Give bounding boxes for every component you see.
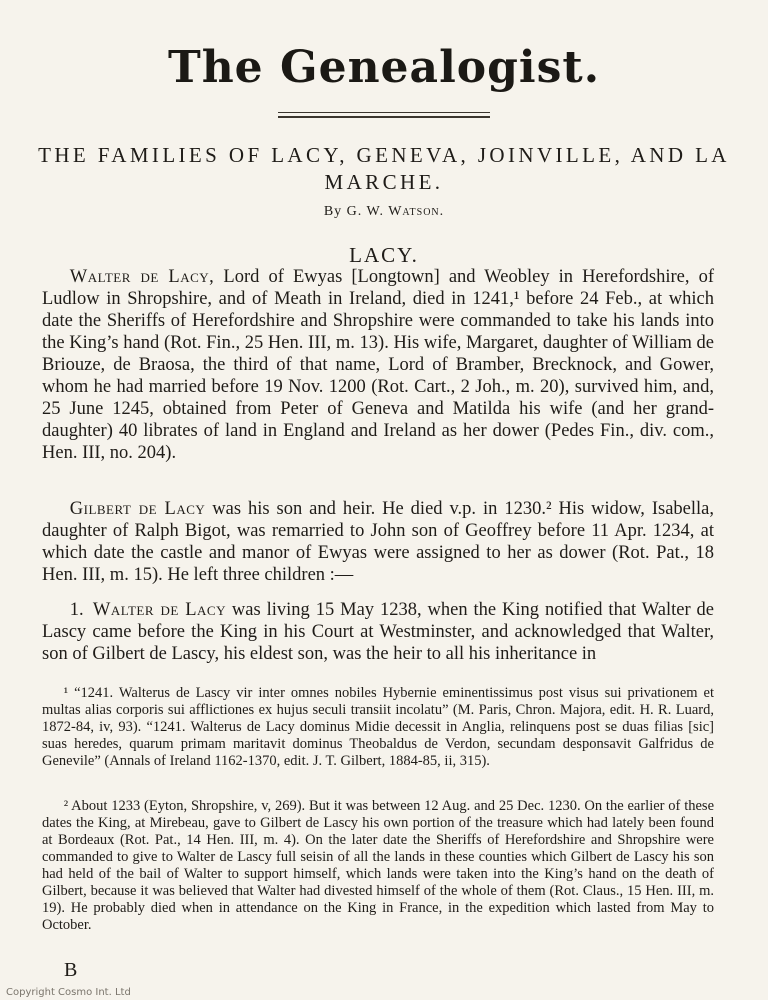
section-heading: LACY. [349,243,419,267]
paragraph-lead: Walter de Lacy [92,600,226,620]
signature-mark: B [64,959,78,981]
footnote [42,798,714,934]
byline-prefix: By [323,204,343,219]
masthead-rule [278,112,490,113]
paragraph-text: was his son and heir. He died v.p. in 1230.² His widow, Isabella, daughter of Ralph Bigot, was remarried to John son of Geoffrey before 11 Apr. 1234, at which date the castle and manor of Ewyas were assigned to her as dower (Rot. Pat., 18 Hen. III, m. 15). He left three children :— [42,499,714,585]
article-title: THE FAMILIES OF LACY, GENEVA, JOINVILLE, AND LA MARCHE. [38,143,730,194]
paragraph-text: was living 15 May 1238, when the King notified that Walter de Lascy came before the King in his Court at Westminster, and acknowledged that Walter, son of Gilbert de Lascy, his eldest son, was the heir to all his inheritance in [42,600,714,664]
footnote-text: About 1233 (Eyton, Shropshire, v, 269). But it was between 12 Aug. and 25 Dec. 1230. On the earlier of these dates the King, at Mirebeau, gave to Gilbert de Lascy his own portion of the treasure which had lately been found at Bordeaux (Rot. Pat., 14 Hen. III, m. 4). On the later date the Sheriffs of Herefordshire and Shropshire were commanded to give to Walter de Lascy full seisin of all the lands in these counties which Gilbert de Lascy his son had held of the bail of Walter to support himself, which lands were taken into the King’s hand on the death of Gilbert, because it was believed that Walter had divested himself of the whole of them (Rot. Claus., 15 Hen. III, m. 19). He probably died when in attendance on the King in France, in the expedition which lasted from May to October. [42,798,715,933]
byline [0,204,768,220]
footnote-mark: ² [63,798,69,814]
footnote [42,685,714,770]
body-paragraph [42,599,714,665]
paragraph-text: Lord of Ewyas [Longtown] and Weobley in Herefordshire, of Ludlow in Shropshire, and of Meath in Ireland, died in 1241,¹ before 24 Feb., at which date the Sheriffs of Herefordshire and Shropshire were commanded to take his lands into the King’s hand (Rot. Fin., 25 Hen. III, m. 13). His wife, Margaret, daughter of William de Briouze, de Braosa, the third of that name, Lord of Bramber, Brecknock, and Gower, whom he had married before 19 Nov. 1200 (Rot. Cart., 2 Joh., m. 20), survived him, and, 25 June 1245, obtained from Peter of Geneva and Matilda his wife (and her grand-daughter) 40 librates of land in England and Ireland as her dower (Pedes Fin., div. com., Hen. III, no. 204). [42,267,715,463]
footnote-mark: ¹ [63,685,69,701]
body-paragraph [42,498,714,586]
list-number: 1. [69,600,84,620]
paragraph-lead: Gilbert de Lacy [69,499,206,519]
copyright-watermark: Copyright Cosmo Int. Ltd [6,987,131,998]
journal-masthead: The Genealogist. [167,42,601,93]
author-name: G. W. Watson. [346,204,445,219]
paragraph-lead: Walter de Lacy, [69,267,215,287]
masthead-rule-thick [278,116,490,118]
footnote-text: “1241. Walterus de Lascy vir inter omnes nobiles Hybernie eminentissimus post visus sui privationem et multas alias corporis sui afflictiones ex hujus seculi transiit incolatu” (M. Paris, Chron. Majora, edit. H. R. Luard, 1872-84, iv, 93). “1241. Walterus de Lacy dominus Midie decessit in Anglia, relinquens post se duas filias [sic] suas heredes, quarum primam maritavit dominus Theobaldus de Verdon, secundam desponsavit Galfridus de Genevile” (Annals of Ireland 1162-1370, edit. J. T. Gilbert, 1884-85, ii, 315). [42,685,715,769]
body-paragraph [42,266,714,464]
